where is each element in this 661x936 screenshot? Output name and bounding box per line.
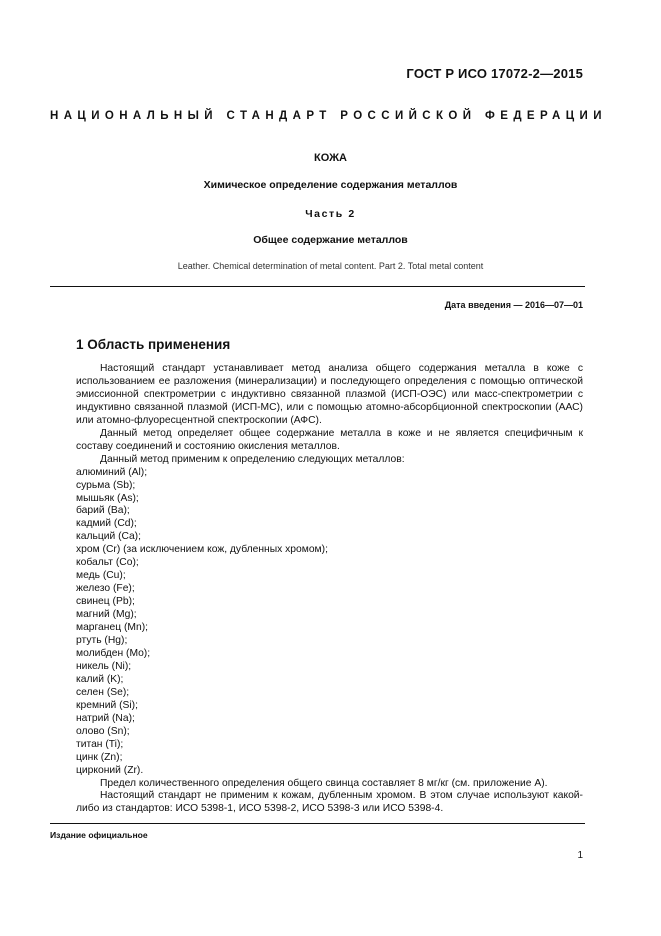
- title-divider: [50, 286, 585, 287]
- title-part: Часть 2: [305, 208, 356, 220]
- paragraph-chrome-exclusion: Настоящий стандарт не применим к кожам, дубленным хромом. В этом случае используют какой-либо из стандартов: ИСО 5398-1, ИСО 5398-2, ИСО 5398-3 или ИСО 5398-4.: [76, 790, 583, 815]
- edition-label: Издание официальное: [50, 830, 148, 840]
- list-item: барий (Ba);: [76, 505, 130, 517]
- list-item: марганец (Mn);: [76, 622, 148, 634]
- list-item: цинк (Zn);: [76, 751, 123, 763]
- title-chemical: Химическое определение содержания металлов: [203, 179, 458, 191]
- title-subject: КОЖА: [313, 152, 347, 164]
- list-item: никель (Ni);: [76, 660, 132, 672]
- list-item: титан (Ti);: [76, 738, 124, 750]
- title-english: Leather. Chemical determination of metal content. Part 2. Total metal content: [177, 261, 484, 271]
- section-heading: 1 Область применения: [76, 337, 231, 352]
- list-item: магний (Mg);: [76, 609, 137, 621]
- list-item: кальций (Ca);: [76, 531, 141, 543]
- page-number: 1: [577, 850, 583, 861]
- list-item: ртуть (Hg);: [76, 635, 128, 647]
- list-item: железо (Fe);: [76, 583, 135, 595]
- list-item: молибден (Mo);: [76, 647, 151, 659]
- list-item: сурьма (Sb);: [76, 479, 136, 491]
- title-total: Общее содержание металлов: [253, 234, 408, 246]
- document-code: ГОСТ Р ИСО 17072-2—2015: [406, 66, 583, 81]
- introduction-date: Дата введения — 2016—07—01: [444, 300, 583, 310]
- paragraph-method: Данный метод определяет общее содержание металла в коже и не является специфичным к составу соединений и состоянию окисления металлов.: [76, 427, 583, 452]
- list-item: кремний (Si);: [76, 699, 138, 711]
- list-item: алюминий (Al);: [76, 466, 148, 478]
- list-item: калий (K);: [76, 673, 124, 685]
- paragraph-scope: Настоящий стандарт устанавливает метод анализа общего содержания металла в коже с использованием ее разложения (минерализации) и последующего определения с помощью оптической эмиссионной спектрометрии с индуктивно связанной плазмой (ИСП-ОЭС) или масс-спектрометрии с индуктивно связанной плазмой (ИСП-МС), или с помощью атомно-абсорбционной спектроскопии (ААС) или атомно-флуоресцентной спектроскопии (АФС).: [76, 363, 583, 426]
- list-item: кадмий (Cd);: [76, 518, 137, 530]
- list-item: натрий (Na);: [76, 712, 135, 724]
- national-standard-banner: НАЦИОНАЛЬНЫЙ СТАНДАРТ РОССИЙСКОЙ ФЕДЕРАЦИИ: [50, 110, 607, 122]
- list-item: хром (Cr) (за исключением кож, дубленных хромом);: [76, 544, 328, 556]
- list-item: цирконий (Zr).: [76, 764, 144, 776]
- list-item: свинец (Pb);: [76, 596, 135, 608]
- list-item: кобальт (Co);: [76, 557, 139, 569]
- section-body: [76, 363, 583, 816]
- paragraph-applicable: Данный метод применим к определению следующих металлов:: [100, 453, 405, 465]
- metal-list: [76, 467, 583, 778]
- paragraph-lead-limit: Предел количественного определения общего свинца составляет 8 мг/кг (см. приложение А).: [100, 777, 548, 789]
- list-item: медь (Cu);: [76, 570, 126, 582]
- list-item: мышьяк (As);: [76, 492, 139, 504]
- list-item: олово (Sn);: [76, 725, 130, 737]
- list-item: селен (Se);: [76, 686, 130, 698]
- footer-divider: [50, 823, 585, 824]
